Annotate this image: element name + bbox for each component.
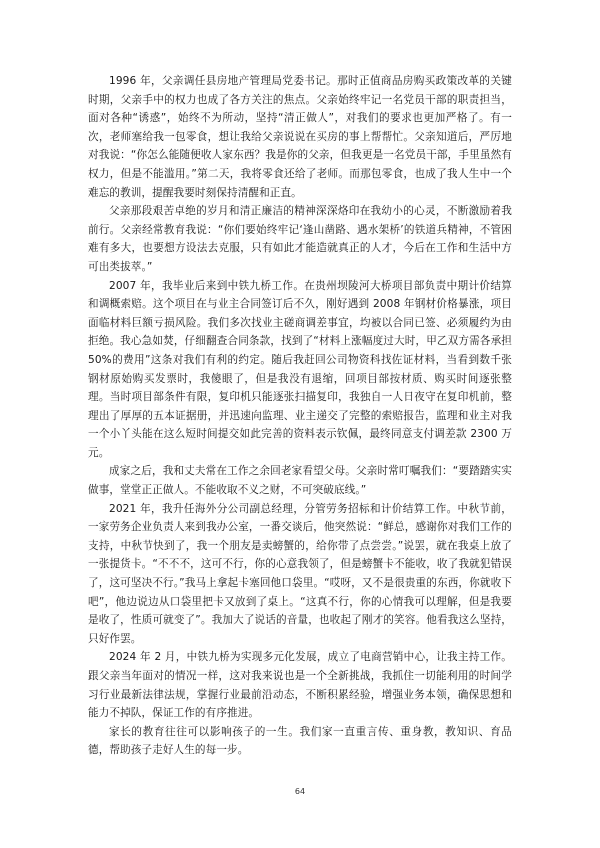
paragraph-2021-refusal: 2021 年，我升任海外分公司副总经理，分管劳务招标和计价结算工作。中秋节前，一家劳务企业负责人来到我办公室，一番交谈后，他突然说：“鲜总，感谢你对我们工作的支持，中秋节快到了，我一个朋友是卖螃蟹的，给你带了点尝尝。”说罢，就在我桌上放了一张提货卡。“不不不，这可不行，你的心意我领了，但是螃蟹卡不能收，收了我就犯错误了，这可坚决不行。”我马上拿起卡塞回他口袋里。“哎呀，又不是很贵重的东西，你就收下吧”，他边说边从口袋里把卡又放到了桌上。“这真不行，你的心情我可以理解，但是我要是收了，性质可就变了”。我加大了说话的音量，也收起了刚才的笑容。他看我这么坚持，只好作罢。 [88, 502, 512, 645]
page-number: 64 [294, 787, 306, 796]
paragraph-1996-appointment: 1996 年，父亲调任县房地产管理局党委书记。那时正值商品房购买政策改革的关键时期，父亲手中的权力也成了各方关注的焦点。父亲始终牢记一名党员干部的职责担当，面对各种“诱惑”，始终不为所动，坚持“清正做人”，对我们的要求也更加严格了。有一次，老师塞给我一包零食，想让我给父亲说说在买房的事上帮帮忙。父亲知道后，严厉地对我说：“你怎么能随便收人家东西？我是你的父亲，但我更是一名党员干部，手里虽然有权力，但是不能滥用。”第二天，我将零食还给了老师。而那包零食，也成了我人生中一个难忘的教训，提醒我要时刻保持清醒和正直。 [88, 75, 512, 199]
paragraph-2024-ecommerce: 2024 年 2 月，中铁九桥为实现多元化发展，成立了电商营销中心，让我主持工作。跟父亲当年面对的情况一样，这对我来说也是一个全新挑战，我抓住一切能利用的时间学习行业最新法律法规，掌握行业最前沿动态，不断积累经验，增强业务本领，确保思想和能力不掉队，保证工作的有序推进。 [88, 651, 512, 720]
paragraph-family-advice: 成家之后，我和丈夫常在工作之余回老家看望父母。父亲时常叮嘱我们：“要踏踏实实做事，堂堂正正做人。不能收取不义之财，不可突破底线。” [88, 465, 512, 497]
paragraph-father-teaching: 父亲那段艰苦卓绝的岁月和清正廉洁的精神深深烙印在我幼小的心灵，不断激励着我前行。父亲经常教育我说：“你们要始终牢记‘逢山凿路、遇水架桥’的铁道兵精神，不管困难有多大，也要想方设法去克服，只有如此才能造就真正的人才，今后在工作和生活中方可出类拔萃。” [88, 205, 512, 273]
paragraph-2007-claims: 2007 年，我毕业后来到中铁九桥工作。在贵州坝陵河大桥项目部负责中期计价结算和调概索赔。这个项目在与业主合同签订后不久，刚好遇到 2008 年钢材价格暴涨，项目面临材料巨额亏损风险。我们多次找业主磋商调差事宜，均被以合同已签、必须履约为由拒绝。我心急如焚，仔细翻查合同条款，找到了“材料上涨幅度过大时，甲乙双方需各承担 50%的费用”这条对我们有利的约定。随后我赶回公司物资科找佐证材料，当看到数千张钢材原始购买发票时，我傻眼了，但是我没有退缩，回项目部按材质、购买时间逐张整理。当时项目部条件有限，复印机只能逐张扫描复印，我独自一人日夜守在复印机前，整理出了厚厚的五本证据册，并迅速向监理、业主递交了完整的索赔报告，监理和业主对我一个小丫头能在这么短时间提交如此完善的资料表示钦佩，最终同意支付调差款 2300 万元。 [88, 279, 512, 459]
document-body [88, 72, 512, 760]
paragraph-conclusion: 家长的教育往往可以影响孩子的一生。我们家一直重言传、重身教，教知识、育品德，帮助孩子走好人生的每一步。 [88, 725, 512, 757]
